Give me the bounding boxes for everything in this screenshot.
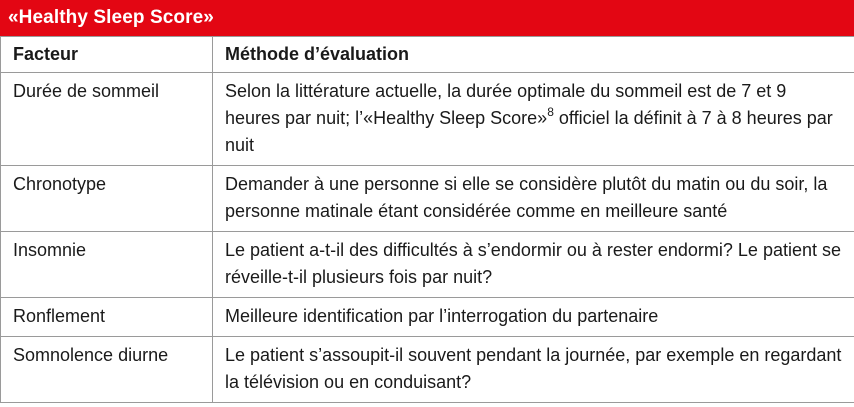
footnote-marker: 8 <box>547 105 554 119</box>
sleep-score-table <box>0 36 854 403</box>
table-row <box>1 337 854 403</box>
table-row <box>1 166 854 232</box>
row-method: Le patient s’assoupit-il souvent pendant la journée, par exemple en regardant la télévision ou en conduisant? <box>213 337 854 403</box>
row-method <box>213 73 854 166</box>
table-row <box>1 73 854 166</box>
row-factor: Chronotype <box>1 166 213 232</box>
row-factor: Somnolence diurne <box>1 337 213 403</box>
table-header-row <box>1 37 854 73</box>
method-text-cont: officiel la définit à 7 à 8 heures par nuit <box>225 108 833 155</box>
table-row <box>1 298 854 337</box>
row-factor: Insomnie <box>1 232 213 298</box>
row-factor: Ronflement <box>1 298 213 337</box>
table-row <box>1 232 854 298</box>
header-factor: Facteur <box>1 37 213 73</box>
header-method: Méthode d’évaluation <box>213 37 854 73</box>
row-factor: Durée de sommeil <box>1 73 213 166</box>
row-method: Demander à une personne si elle se considère plutôt du matin ou du soir, la personne matinale étant considérée comme en meilleure santé <box>213 166 854 232</box>
method-text: Selon la littérature actuelle, la durée optimale du sommeil est de 7 et 9 heures par nuit; l’«Healthy Sleep Score» <box>225 81 787 128</box>
row-method: Meilleure identification par l’interrogation du partenaire <box>213 298 854 337</box>
table-title: «Healthy Sleep Score» <box>0 0 854 36</box>
row-method: Le patient a-t-il des difficultés à s’endormir ou à rester endormi? Le patient se réveille-t-il plusieurs fois par nuit? <box>213 232 854 298</box>
